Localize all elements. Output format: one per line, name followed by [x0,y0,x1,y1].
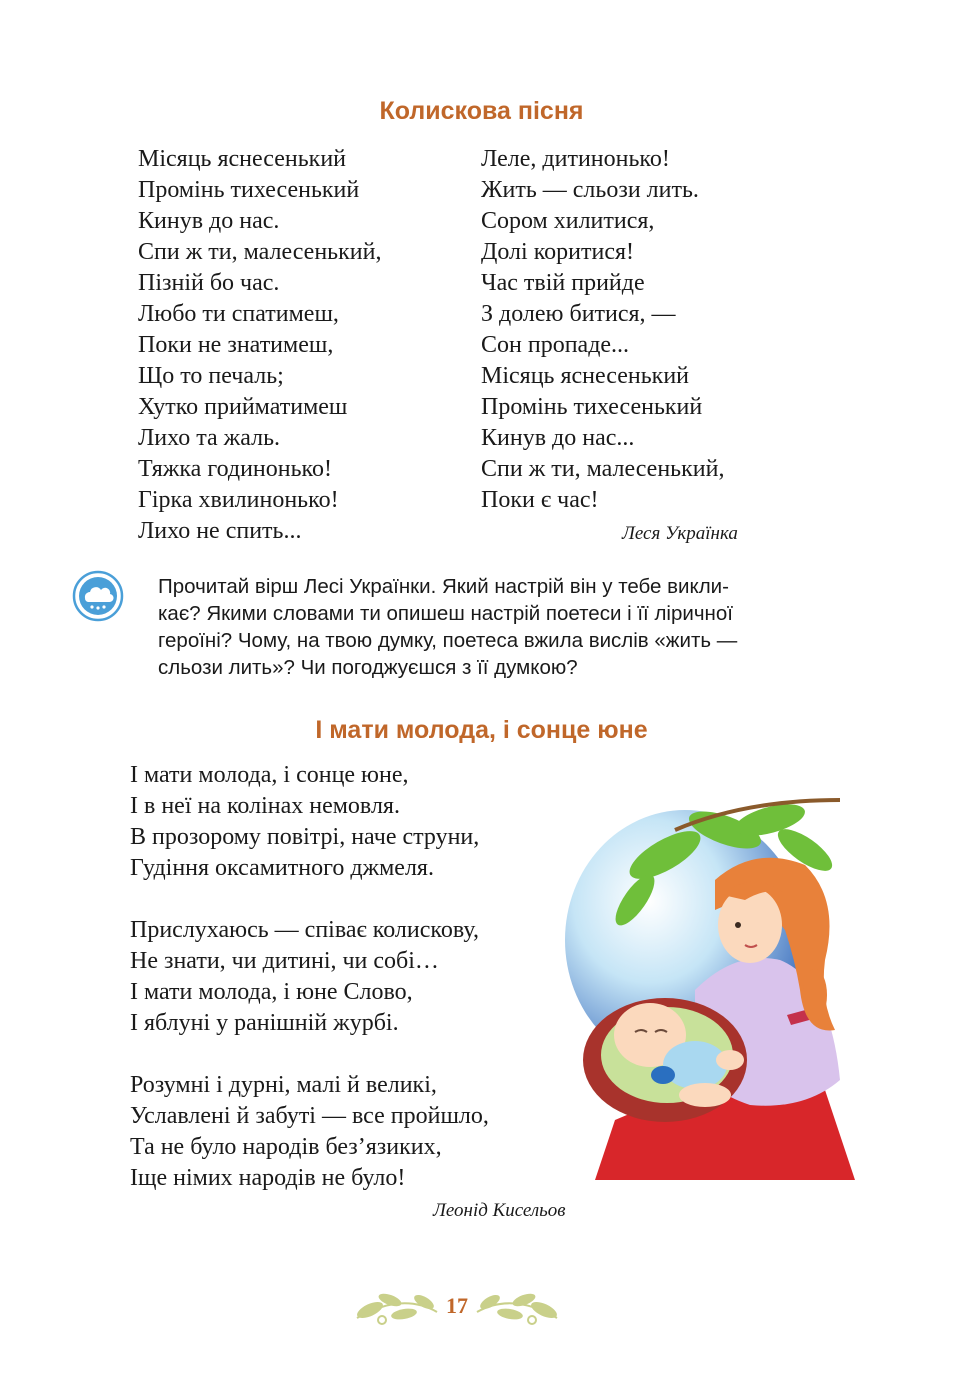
task-line: героїні? Чому, на твою думку, поетеса вжила вислів «жить — [158,629,738,652]
poem-line: Пізній бо час. [138,270,280,296]
poem-line: З долею битися, — [481,301,676,327]
poem-line: Спи ж ти, малесенький, [481,456,725,482]
stanza [130,760,489,884]
poem-line: Поки є час! [481,487,599,513]
poem-line: Кинув до нас... [481,425,635,451]
poem-line: І яблуні у ранішній журбі. [130,1010,399,1036]
poem-author: Леся Українка [622,523,738,544]
poem-line: І мати молода, і сонце юне, [130,762,409,788]
poem-line: Уславлені й забуті — все пройшло, [130,1103,489,1129]
poem-line: Поки не знатимеш, [138,332,334,358]
poem-column-left [138,144,381,547]
task-line: сльози лить»? Чи погоджуєшся з її думкою? [158,656,578,679]
poem-line: І мати молода, і юне Слово, [130,979,413,1005]
poem-line: В прозорому повітрі, наче струни, [130,824,480,850]
poem-line: Місяць яснесенький [481,363,690,389]
task-question [158,573,848,681]
poem-line: Гудіння оксамитного джмеля. [130,855,434,881]
poem-line: Сон пропаде... [481,332,630,358]
poem-line: Кинув до нас. [138,208,280,234]
page-footer [352,1282,562,1330]
poem-line: Сором хилитися, [481,208,655,234]
poem-line: Не знати, чи дитині, чи собі… [130,948,439,974]
poem-line: Промінь тихесенький [481,394,703,420]
poem-line: Іще німих народів не було! [130,1165,406,1191]
poem-body [130,760,489,1225]
poem-line: Прислухаюсь — співає колискову, [130,917,479,943]
stanza [130,1070,489,1194]
poem-line: Любо ти спатимеш, [138,301,339,327]
task-line: кає? Якими словами ти опишеш настрій поетеси і її ліричної [158,602,733,625]
stanza [130,915,489,1039]
poem-line: Розумні і дурні, малі й великі, [130,1072,437,1098]
poem-title: І мати молода, і сонце юне [315,716,648,744]
poem-line: Жить — сльози лить. [481,177,699,203]
poem-line: Час твій прийде [481,270,645,296]
poem-author: Леонід Кисельов [433,1200,566,1221]
poem-line: І в неї на колінах немовля. [130,793,400,819]
poem-line: Долі коритися! [481,239,634,265]
poem-line: Та не було народів без’язиких, [130,1134,442,1160]
poem-line: Хутко прийматимеш [138,394,348,420]
poem-line: Тяжка годинонько! [138,456,332,482]
mother-with-baby-illustration [555,760,860,1180]
poem-line: Спи ж ти, малесенький, [138,239,382,265]
task-line: Прочитай вірш Лесі Українки. Який настрій він у тебе викли- [158,575,729,598]
poem-line: Що то печаль; [138,363,284,389]
page-number: 17 [446,1293,468,1318]
poem-line: Лихо та жаль. [138,425,281,451]
poem-line: Лихо не спить... [138,518,302,544]
poem-line: Гірка хвилинонько! [138,487,339,513]
poem-title: Колискова пісня [379,97,584,125]
poem-column-right [481,144,724,516]
poem-line: Леле, дитинонько! [481,146,670,172]
poem-line: Промінь тихесенький [138,177,360,203]
poem-line: Місяць яснесенький [138,146,347,172]
thought-cloud-icon [72,570,124,622]
